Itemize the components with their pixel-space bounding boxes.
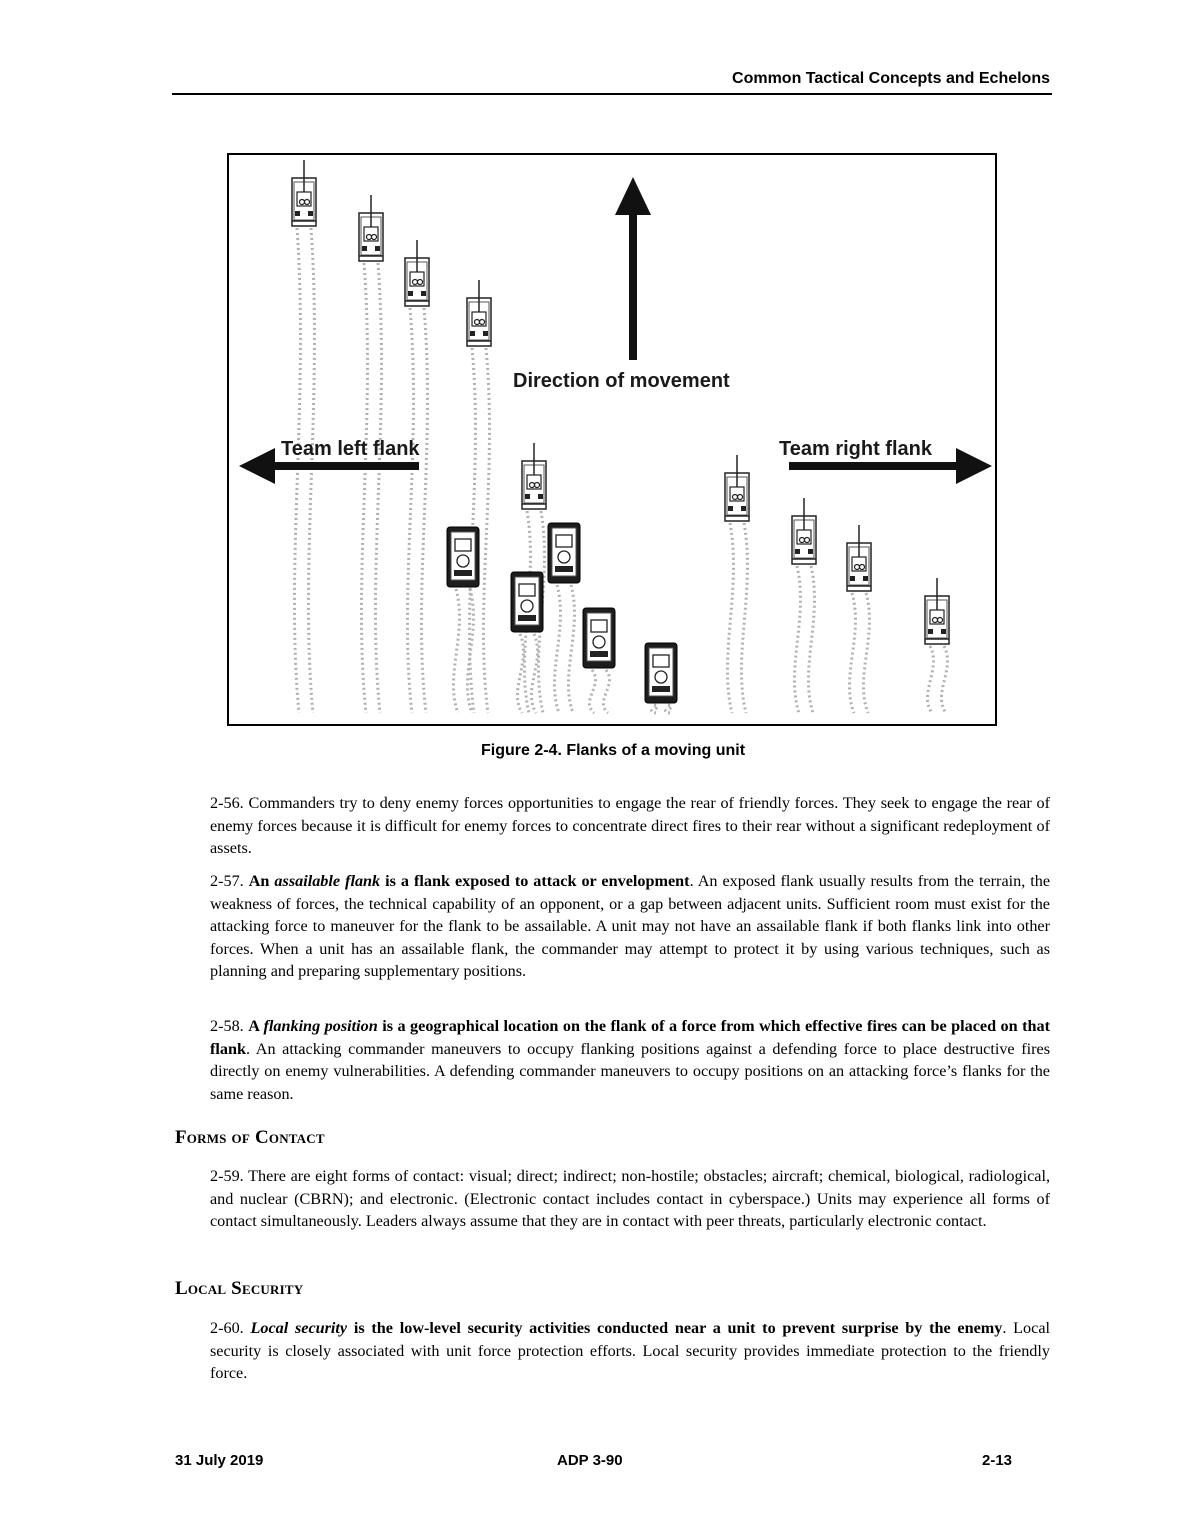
track-trail <box>741 523 747 713</box>
definition-text: is a flank exposed to attack or envelopment <box>385 872 690 890</box>
definition-lead: A <box>248 1017 259 1035</box>
paragraph-text: . Local security is closely associated with unit force protection efforts. Local security provides immediate protection to the friendly force. <box>210 1319 1051 1383</box>
figure-flanks-moving-unit <box>227 153 997 726</box>
track-trail <box>603 670 609 713</box>
figure-caption: Figure 2-4. Flanks of a moving unit <box>480 742 746 759</box>
paragraph-number: 2-57. <box>210 872 244 890</box>
paragraph-2-60 <box>210 1317 1050 1385</box>
track-trail <box>375 263 381 713</box>
paragraph-2-56 <box>210 792 1050 860</box>
track-trail <box>794 566 800 713</box>
paragraph-text: . An attacking commander maneuvers to occupy flanking positions against a defending force to place destructive fires directly on enemy vulnerabilities. A defending commander maneuvers to occupy positions on an attacking force’s flanks for the same reason. <box>210 1039 1050 1103</box>
figure-diagram <box>229 155 999 728</box>
paragraph-number: 2-58. <box>210 1017 244 1035</box>
defined-term-local-security: Local security <box>250 1319 348 1337</box>
footer-page-number: 2-13 <box>982 1452 1013 1469</box>
paragraph-text: There are eight forms of contact: visual; direct; indirect; non-hostile; obstacles; aircraft; chemical, biological, radiological, and nuclear (CBRN); and electronic. (Electronic contact includes contact in cyberspace.) Units may experience all forms of contact simultaneously. Leaders always assume that they are in contact with peer threats, particularly electronic contact. <box>210 1167 1050 1231</box>
track-trail <box>531 634 537 713</box>
tank-icon <box>725 455 749 521</box>
track-trail <box>727 523 733 713</box>
footer-publication: ADP 3-90 <box>557 1452 623 1469</box>
tank-icon <box>792 498 816 564</box>
defined-term-assailable-flank: assailable flank <box>274 872 381 890</box>
tank-icon <box>292 160 316 226</box>
definition-text: is a geographical location on the flank of a force from which effective fires can be placed on that flank <box>210 1017 1051 1058</box>
paragraph-2-58 <box>210 1015 1050 1105</box>
paragraph-2-57 <box>210 870 1050 983</box>
tank-icon <box>925 578 949 644</box>
section-heading-forms-of-contact: Forms of Contact <box>175 1127 325 1148</box>
track-trail <box>927 646 933 713</box>
track-trail <box>308 228 314 713</box>
track-trail <box>483 348 489 713</box>
paragraph-2-59 <box>210 1165 1050 1233</box>
infantry-fighting-vehicle-icon <box>511 572 543 632</box>
track-trail <box>407 308 413 713</box>
paragraph-number: 2-60. <box>210 1319 244 1337</box>
direction-of-movement-label: Direction of movement <box>513 370 730 392</box>
infantry-fighting-vehicle-icon <box>447 527 479 587</box>
tank-icon <box>359 195 383 261</box>
tank-icon <box>405 240 429 306</box>
track-trail <box>849 593 855 713</box>
track-trail <box>361 263 367 713</box>
track-trail <box>554 585 560 713</box>
defined-term-flanking-position: flanking position <box>263 1017 378 1035</box>
tank-icon <box>522 443 546 509</box>
direction-arrow-icon <box>615 177 651 360</box>
vehicle-formation <box>292 160 949 703</box>
paragraph-text: . An exposed flank usually results from the terrain, the weakness of forces, the technical capability of an opponent, or a gap between adjacent units. Sufficient room must exist for the attacking force to maneuver for the flank to be assailable. A unit may not have an assailable flank if both flanks link into other forces. When a unit has an assailable flank, the commander may attempt to protect it by using various techniques, such as planning and preparing supplementary positions. <box>210 872 1051 981</box>
track-trail <box>294 228 300 713</box>
paragraph-number: 2-56. <box>210 794 244 812</box>
running-header: Common Tactical Concepts and Echelons <box>732 70 1050 87</box>
tank-icon <box>467 280 491 346</box>
infantry-fighting-vehicle-icon <box>548 523 580 583</box>
track-trail <box>808 566 814 713</box>
paragraph-number: 2-59. <box>210 1167 244 1185</box>
track-trail <box>589 670 595 713</box>
definition-text: is the low-level security activities conducted near a unit to prevent surprise by the enemy <box>353 1319 1003 1337</box>
track-trail <box>863 593 869 713</box>
vehicle-trails <box>294 228 947 713</box>
track-trail <box>941 646 947 713</box>
footer-date: 31 July 2019 <box>175 1452 264 1469</box>
track-trail <box>568 585 574 713</box>
section-heading-local-security: Local Security <box>175 1278 304 1299</box>
tank-icon <box>847 525 871 591</box>
track-trail <box>665 705 671 713</box>
track-trail <box>651 705 657 713</box>
header-rule <box>172 93 1052 95</box>
track-trail <box>517 634 523 713</box>
team-right-flank-label: Team right flank <box>779 438 932 460</box>
track-trail <box>453 589 459 713</box>
infantry-fighting-vehicle-icon <box>583 608 615 668</box>
paragraph-text: Commanders try to deny enemy forces opportunities to engage the rear of friendly forces. They seek to engage the rear of enemy forces because it is difficult for enemy forces to concentrate direct fires to their rear without a significant redeployment of assets. <box>210 794 1051 858</box>
team-left-flank-label: Team left flank <box>281 438 420 460</box>
infantry-fighting-vehicle-icon <box>645 643 677 703</box>
track-trail <box>421 308 427 713</box>
definition-lead: An <box>248 872 270 890</box>
